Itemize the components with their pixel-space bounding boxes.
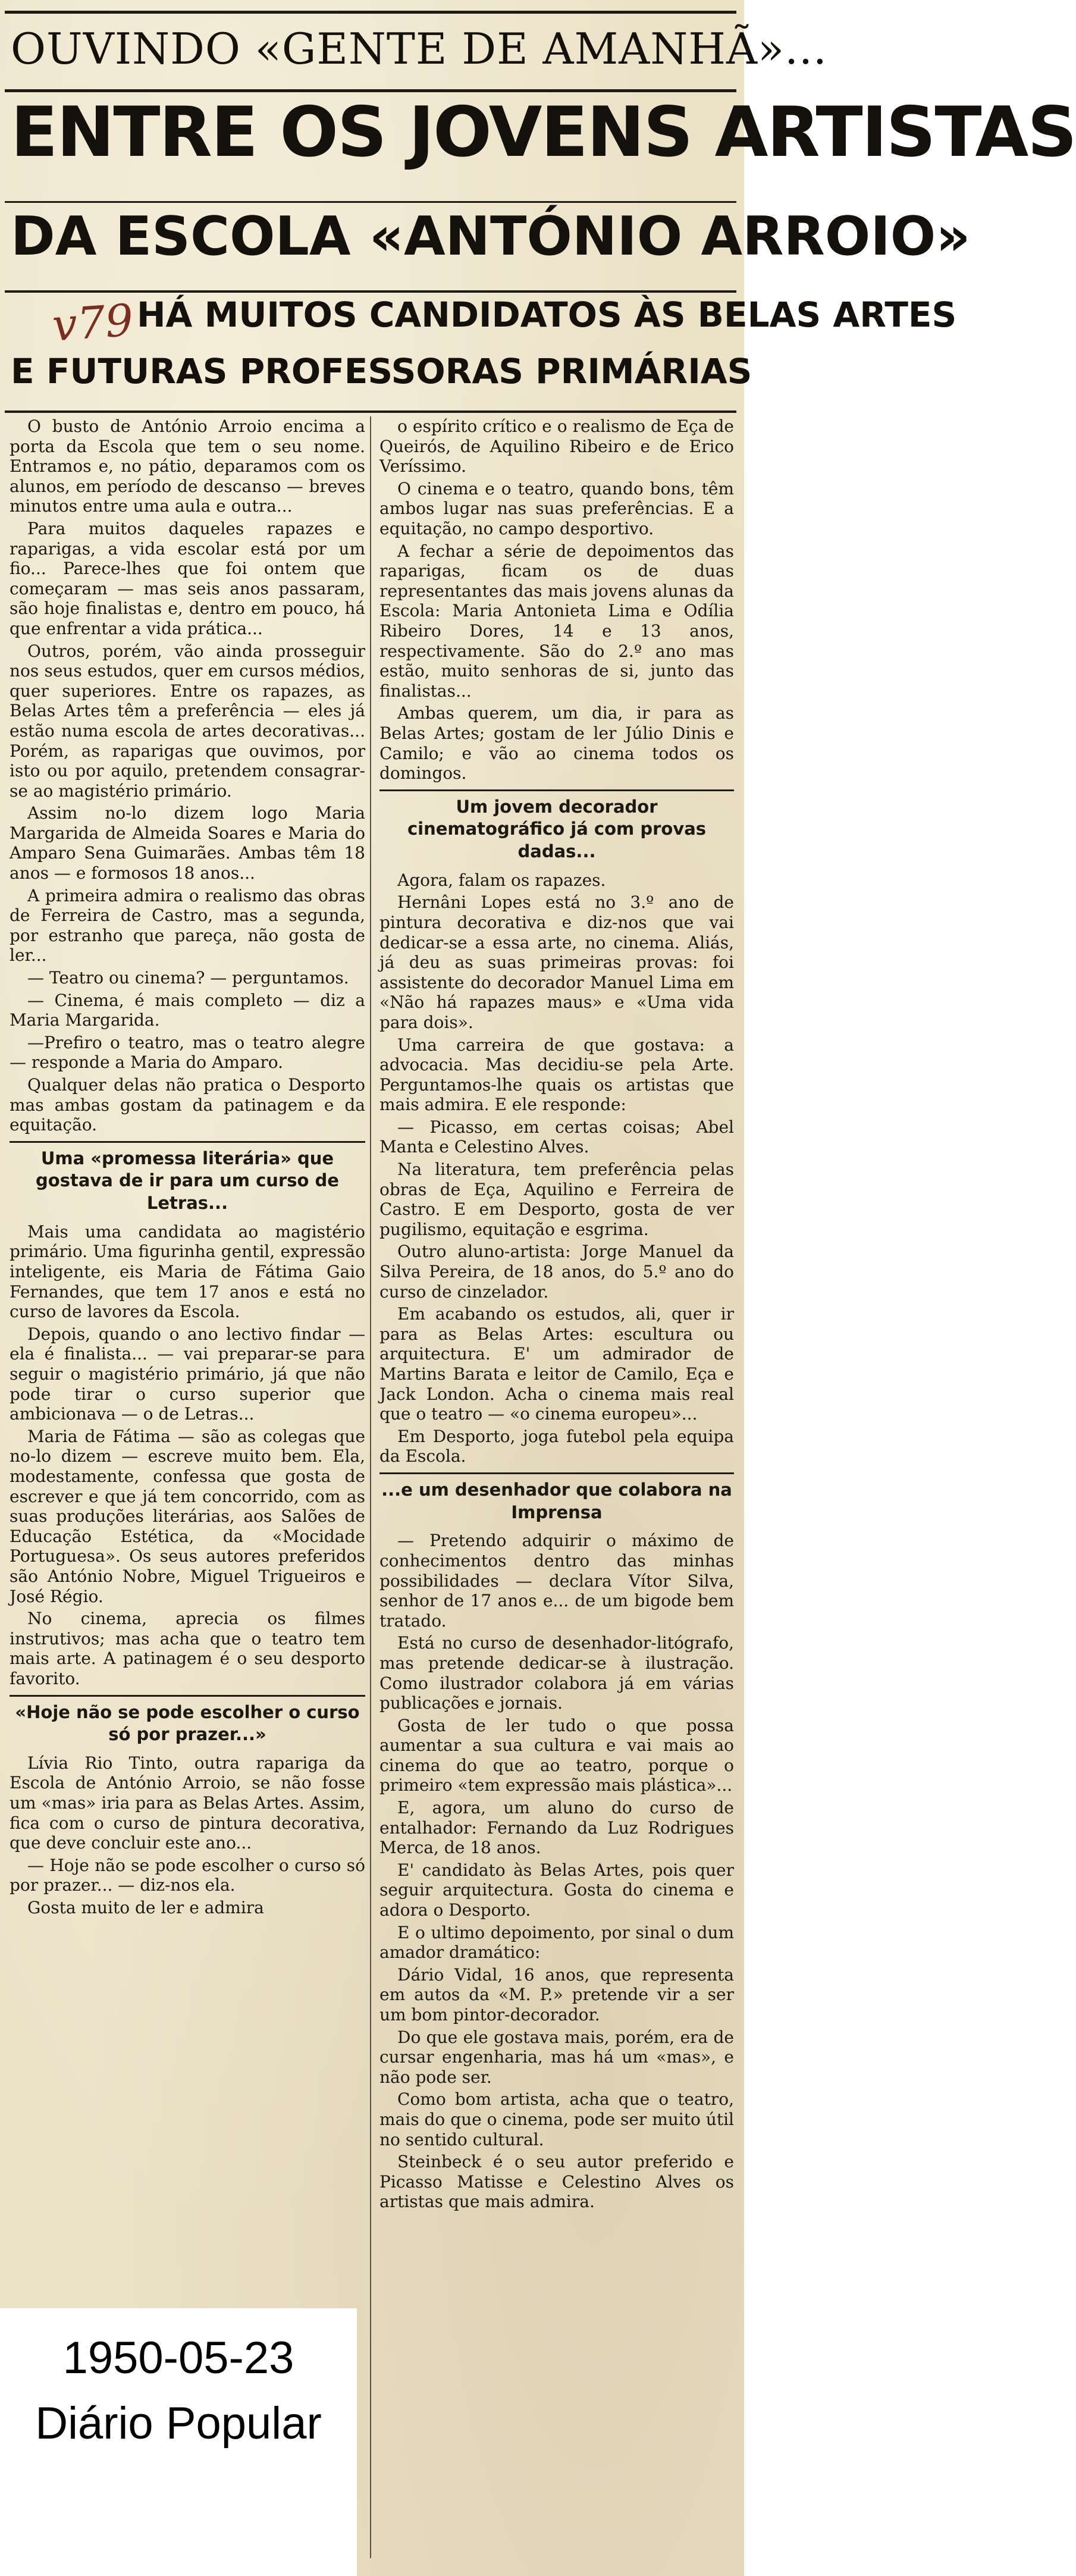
article-paragraph: O busto de António Arroio encima a porta da Escola que tem o seu nome. Entramos e, no pátio, deparamos com os alunos, em período de descanso — breves minutos entre uma aula e outra... <box>10 416 365 516</box>
article-paragraph: E o ultimo depoimento, por sinal o dum amador dramático: <box>379 1922 734 1963</box>
article-paragraph: Assim no-lo dizem logo Maria Margarida de Almeida Soares e Maria do Amparo Sena Guimarães. Ambas têm 18 anos — e formosos 18 anos... <box>10 803 365 883</box>
article-paragraph: O cinema e o teatro, quando bons, têm ambos lugar nas suas preferências. E a equitação, no campo desportivo. <box>379 478 734 538</box>
article-paragraph: Depois, quando o ano lectivo findar — ela é finalista... — vai preparar-se para seguir o magistério primário, já que não pode tirar o curso superior que ambicionava — o de Letras... <box>10 1324 365 1424</box>
article-paragraph: — Cinema, é mais completo — diz a Maria Margarida. <box>10 990 365 1030</box>
rule-under-title-2 <box>5 290 736 293</box>
subtitle-line-2: E FUTURAS PROFESSORAS PRIMÁRIAS <box>11 351 752 391</box>
article-paragraph: Do que ele gostava mais, porém, era de cursar engenharia, mas há um «mas», e não pode ser. <box>379 2027 734 2087</box>
article-paragraph: Para muitos daqueles rapazes e raparigas, a vida escolar está por um fio... Parece-lhes que foi ontem que começaram — mas seis anos passaram, são hoje finalistas e, dentro em pouco, há que enfrentar a vida prática... <box>10 518 365 638</box>
article-paragraph: Em Desporto, joga futebol pela equipa da Escola. <box>379 1426 734 1466</box>
article-paragraph: Outro aluno-artista: Jorge Manuel da Silva Pereira, de 18 anos, do 5.º ano do curso de cinzelador. <box>379 1242 734 1302</box>
article-paragraph: A primeira admira o realismo das obras de Ferreira de Castro, mas a segunda, por estranho que pareça, não gosta de ler... <box>10 885 365 966</box>
article-paragraph: Está no curso de desenhador-litógrafo, mas pretende dedicar-se à ilustração. Como ilustrador colabora já em várias publicações e jornais. <box>379 1633 734 1713</box>
article-paragraph: Em acabando os estudos, ali, quer ir para as Belas Artes: escultura ou arquitectura. E' um admirador de Martins Barata e leitor de Camilo, Eça e Jack London. Acha o cinema mais real que o teatro — «o cinema europeu»... <box>379 1304 734 1424</box>
article-paragraph: Mais uma candidata ao magistério primário. Uma figurinha gentil, expressão inteligente, eis Maria de Fátima Gaio Fernandes, que tem 17 anos e está no curso de lavores da Escola. <box>10 1221 365 1322</box>
caption-source: Diário Popular <box>35 2398 322 2449</box>
article-paragraph: Na literatura, tem preferência pelas obras de Eça, Aquilino e Ferreira de Castro. E em Desporto, gosta de ver pugilismo, equitação e esgrima. <box>379 1159 734 1239</box>
section-heading: Um jovem decorador cinematográfico já com provas dadas... <box>379 789 734 863</box>
column-divider <box>370 416 371 2558</box>
handwritten-archive-mark: v79 <box>51 294 135 352</box>
article-paragraph: Hernâni Lopes está no 3.º ano de pintura decorativa e diz-nos que vai dedicar-se a essa arte, no cinema. Aliás, já deu as suas primeiras provas: foi assistente do decorador Manuel Lima em «Não há rapazes maus» e «Uma vida para dois». <box>379 892 734 1032</box>
top-rule <box>5 11 736 14</box>
caption-date: 1950-05-23 <box>62 2333 294 2383</box>
article-paragraph: Qualquer delas não pratica o Desporto mas ambas gostam da patinagem e da equitação. <box>10 1075 365 1135</box>
main-title-line-2: DA ESCOLA «ANTÓNIO ARROIO» <box>11 205 971 268</box>
article-paragraph: o espírito crítico e o realismo de Eça de Queirós, de Aquilino Ribeiro e de Erico Veríssimo. <box>379 416 734 477</box>
article-paragraph: A fechar a série de depoimentos das raparigas, ficam os de duas representantes das mais jovens alunas da Escola: Maria Antonieta Lima e Odília Ribeiro Dores, 14 e 13 anos, respectivamente. São do 2.º ano mas estão, muito senhoras de si, junto das finalistas... <box>379 541 734 701</box>
article-paragraph: Outros, porém, vão ainda prosseguir nos seus estudos, quer em cursos médios, quer superiores. Entre os rapazes, as Belas Artes têm a preferência — eles já estão numa escola de artes decorativas... Porém, as raparigas que ouvimos, por isto ou por aquilo, pretendem consagrar-se ao magistério primário. <box>10 641 365 801</box>
section-heading: Uma «promessa literária» que gostava de ir para um curso de Letras... <box>10 1141 365 1215</box>
rule-above-columns <box>5 410 736 413</box>
article-paragraph: — Hoje não se pode escolher o curso só por prazer... — diz-nos ela. <box>10 1855 365 1895</box>
section-heading: «Hoje não se pode escolher o curso só por prazer...» <box>10 1695 365 1746</box>
article-paragraph: Gosta de ler tudo o que possa aumentar a sua cultura e vai mais ao cinema do que ao teatro, porque o primeiro «tem expressão mais plástica»... <box>379 1715 734 1795</box>
article-paragraph: E, agora, um aluno do curso de entalhador: Fernando da Luz Rodrigues Merca, de 18 anos. <box>379 1798 734 1858</box>
article-paragraph: Maria de Fátima — são as colegas que no-lo dizem — escreve muito bem. Ela, modestamente, confessa que gosta de escrever e que já tem concorrido, com as suas produções literárias, aos Salões de Educação Estética, da «Mocidade Portuguesa». Os seus autores preferidos são António Nobre, Miguel Trigueiros e José Régio. <box>10 1426 365 1606</box>
article-paragraph: Lívia Rio Tinto, outra rapariga da Escola de António Arroio, se não fosse um «mas» iria para as Belas Artes. Assim, fica com o curso de pintura decorativa, que deve concluir este ano... <box>10 1753 365 1853</box>
subtitle-line-1: HÁ MUITOS CANDIDATOS ÀS BELAS ARTES <box>137 294 957 335</box>
article-column-right <box>379 416 734 2552</box>
section-heading: ...e um desenhador que colabora na Imprensa <box>379 1472 734 1524</box>
article-paragraph: Ambas querem, um dia, ir para as Belas Artes; gostam de ler Júlio Dinis e Camilo; e vão ao cinema todos os domingos. <box>379 703 734 784</box>
article-paragraph: Steinbeck é o seu autor preferido e Picasso Matisse e Celestino Alves os artistas que mais admira. <box>379 2152 734 2212</box>
rule-under-title <box>5 201 736 203</box>
article-paragraph: —Prefiro o teatro, mas o teatro alegre — responde a Maria do Amparo. <box>10 1032 365 1073</box>
article-paragraph: E' candidato às Belas Artes, pois quer seguir arquitectura. Gosta do cinema e adora o Desporto. <box>379 1860 734 1920</box>
article-paragraph: Agora, falam os rapazes. <box>397 870 606 890</box>
article-paragraph: — Teatro ou cinema? — perguntamos. <box>27 968 349 988</box>
article-paragraph: Dário Vidal, 16 anos, que representa em autos da «M. P.» pretende vir a ser um bom pintor-decorador. <box>379 1964 734 2025</box>
article-paragraph: Gosta muito de ler e admira <box>27 1898 264 1918</box>
article-paragraph: — Pretendo adquirir o máximo de conhecimentos dentro das minhas possibilidades — declara Vítor Silva, senhor de 17 anos e... de um bigode bem tratado. <box>379 1531 734 1631</box>
kicker-headline: OUVINDO «GENTE DE AMANHÃ»... <box>11 24 827 74</box>
article-paragraph: No cinema, aprecia os filmes instrutivos; mas acha que o teatro tem mais arte. A patinagem é o seu desporto favorito. <box>10 1609 365 1688</box>
article-column-left <box>10 416 365 2273</box>
main-title-line-1: ENTRE OS JOVENS ARTISTAS <box>11 92 1076 173</box>
article-paragraph: Uma carreira de que gostava: a advocacia. Mas decidiu-se pela Arte. Perguntamos-lhe quais os artistas que mais admira. E ele responde: <box>379 1035 734 1115</box>
article-paragraph: — Picasso, em certas coisas; Abel Manta e Celestino Alves. <box>379 1117 734 1157</box>
article-paragraph: Como bom artista, acha que o teatro, mais do que o cinema, pode ser muito útil no sentido cultural. <box>379 2089 734 2149</box>
archive-caption <box>0 2308 357 2576</box>
